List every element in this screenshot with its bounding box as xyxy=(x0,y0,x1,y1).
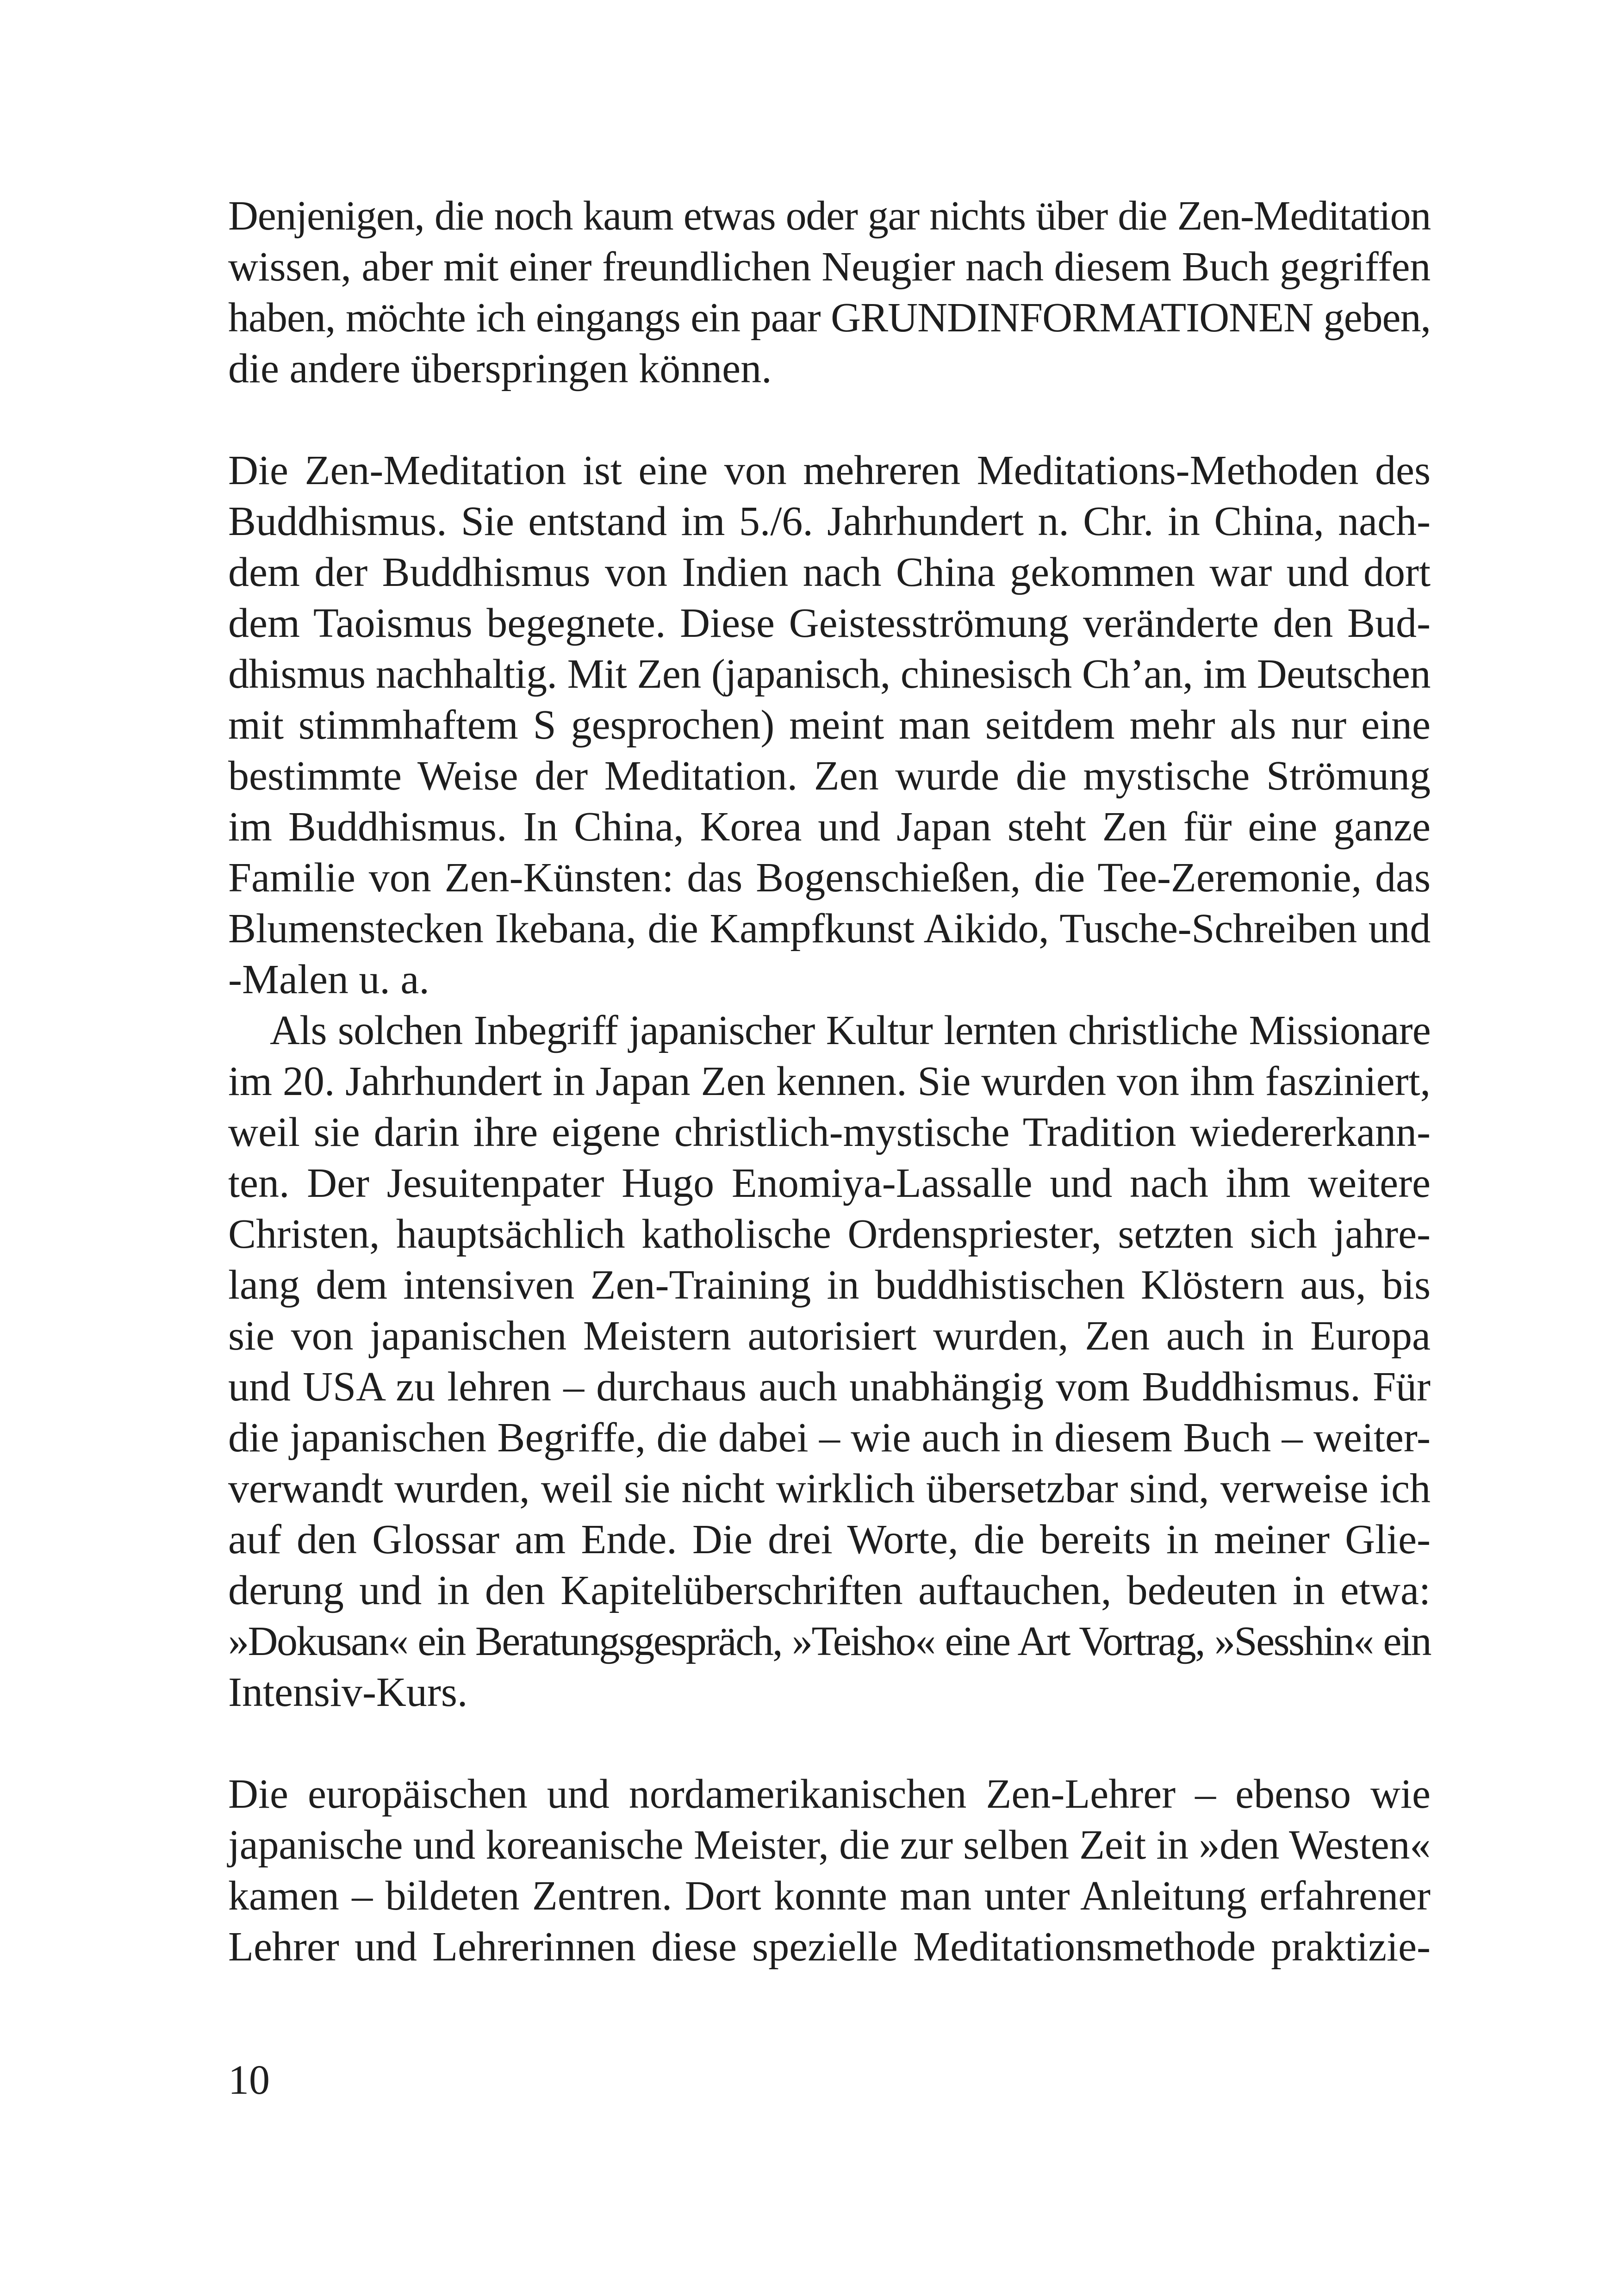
text-line: Als solchen Inbegriff japanischer Kultur lernten christliche Missionare xyxy=(270,1008,1431,1053)
text-line: lang dem intensiven Zen-Training in buddhistischen Klöstern aus, bis xyxy=(228,1262,1431,1308)
text-line: mit stimmhaftem S gesprochen) meint man seitdem mehr als nur eine xyxy=(228,702,1431,748)
paragraph-spacer xyxy=(228,1718,1431,1769)
text-line: auf den Glossar am Ende. Die drei Worte, die bereits in meiner Glie- xyxy=(228,1517,1431,1562)
text-line: japanische und koreanische Meister, die zur selben Zeit in »den Westen« xyxy=(228,1822,1431,1868)
text-line: Denjenigen, die noch kaum etwas oder gar nichts über die Zen-Meditation xyxy=(228,193,1431,239)
paragraph-missionaries xyxy=(228,1005,1431,1718)
text-line: haben, möchte ich eingangs ein paar GRUNDINFORMATIONEN geben, xyxy=(228,295,1431,341)
text-line: im 20. Jahrhundert in Japan Zen kennen. Sie wurden von ihm fasziniert, xyxy=(228,1058,1431,1104)
text-line: Die europäischen und nordamerikanischen Zen-Lehrer – ebenso wie xyxy=(228,1771,1431,1817)
body-text xyxy=(228,191,1431,1972)
text-line: dem Taoismus begegnete. Diese Geistesströmung veränderte den Bud- xyxy=(228,600,1431,646)
text-line: dem der Buddhismus von Indien nach China gekommen war und dort xyxy=(228,549,1431,595)
text-line: die andere überspringen können. xyxy=(228,346,772,392)
text-line: dhismus nachhaltig. Mit Zen (japanisch, chinesisch Ch’an, im Deutschen xyxy=(228,651,1431,697)
text-line: -Malen u. a. xyxy=(228,957,429,1002)
text-line: derung und in den Kapitelüberschriften auftauchen, bedeuten in etwa: xyxy=(228,1568,1431,1613)
text-line: bestimmte Weise der Meditation. Zen wurde die mystische Strömung xyxy=(228,753,1431,799)
text-line: ten. Der Jesuitenpater Hugo Enomiya-Lassalle und nach ihm weitere xyxy=(228,1160,1431,1206)
paragraph-zen-centers xyxy=(228,1769,1431,1972)
text-line: die japanischen Begriffe, die dabei – wie auch in diesem Buch – weiter- xyxy=(228,1415,1431,1461)
text-line: Christen, hauptsächlich katholische Ordenspriester, setzten sich jahre- xyxy=(228,1211,1431,1257)
text-line: im Buddhismus. In China, Korea und Japan steht Zen für eine ganze xyxy=(228,804,1431,850)
text-line: und USA zu lehren – durchaus auch unabhängig vom Buddhismus. Für xyxy=(228,1364,1431,1410)
text-line: Blumenstecken Ikebana, die Kampfkunst Aikido, Tusche-Schreiben und xyxy=(228,906,1431,952)
text-line: sie von japanischen Meistern autorisiert wurden, Zen auch in Europa xyxy=(228,1313,1431,1359)
text-line: weil sie darin ihre eigene christlich-mystische Tradition wiedererkann- xyxy=(228,1109,1431,1155)
text-line: Familie von Zen-Künsten: das Bogenschießen, die Tee-Zeremonie, das xyxy=(228,855,1431,901)
text-line: wissen, aber mit einer freundlichen Neugier nach diesem Buch gegriffen xyxy=(228,244,1431,290)
text-line: verwandt wurden, weil sie nicht wirklich übersetzbar sind, verweise ich xyxy=(228,1466,1431,1512)
paragraph-zen-meditation xyxy=(228,445,1431,1005)
text-line: »Dokusan« ein Beratungsgespräch, »Teisho« eine Art Vortrag, »Sesshin« ein xyxy=(228,1618,1431,1664)
text-line: Die Zen-Meditation ist eine von mehreren Meditations-Methoden des xyxy=(228,448,1431,493)
text-line: Buddhismus. Sie entstand im 5./6. Jahrhundert n. Chr. in China, nach- xyxy=(228,498,1431,544)
paragraph-spacer xyxy=(228,394,1431,445)
text-line: kamen – bildeten Zentren. Dort konnte man unter Anleitung erfahrener xyxy=(228,1873,1431,1919)
paragraph-intro xyxy=(228,191,1431,394)
page-number: 10 xyxy=(228,2057,270,2103)
text-line: Lehrer und Lehrerinnen diese spezielle Meditationsmethode praktizie- xyxy=(228,1924,1431,1970)
text-line: Intensiv-Kurs. xyxy=(228,1669,468,1715)
